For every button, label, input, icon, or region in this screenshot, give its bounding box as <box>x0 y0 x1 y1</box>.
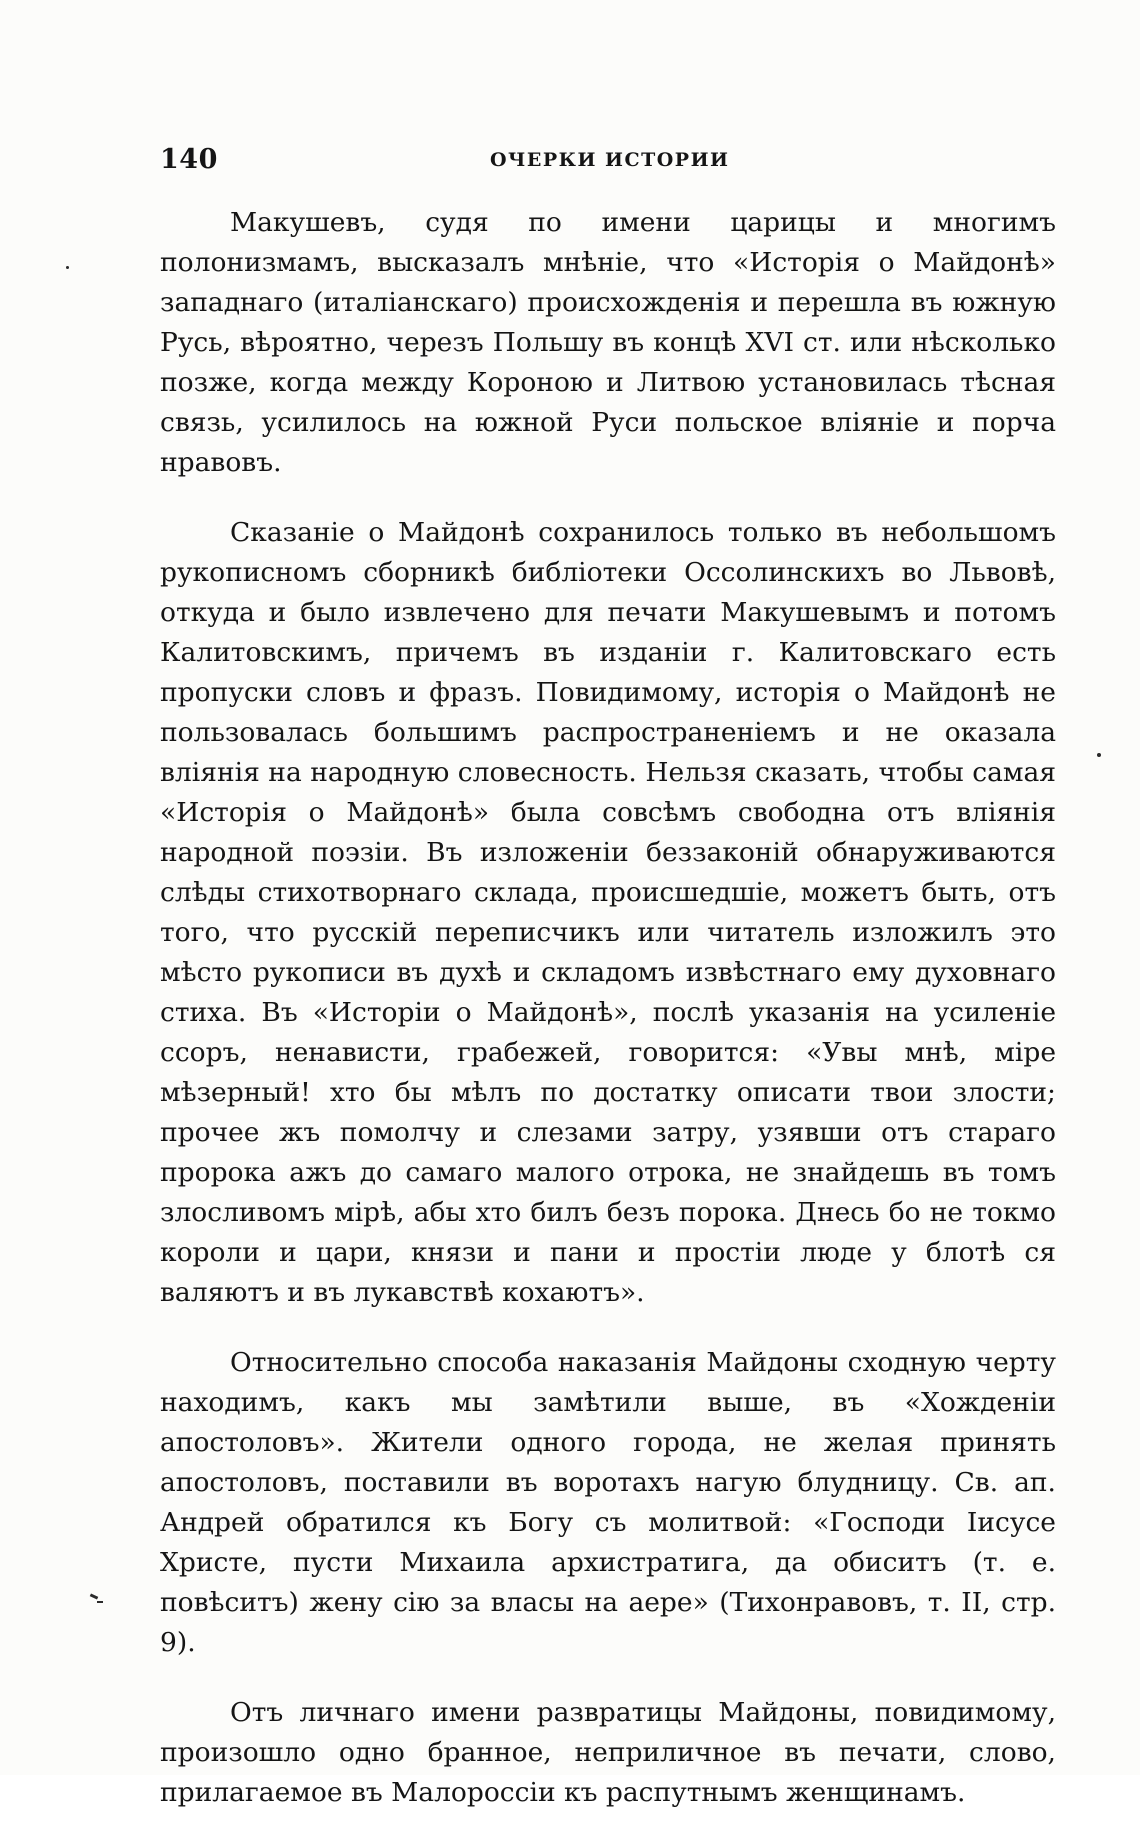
paragraph-3: Относительно способа наказанія Майдоны сходную черту находимъ, какъ мы замѣтили выше, въ «Хожденіи апостоловъ». Жители одного города, не желая принять апостоловъ, поставили въ воротахъ нагую блудницу. Св. ап. Андрей обратился къ Богу съ молитвой: «Господи Іисусе Христе, пусти Михаила архистратига, да обиситъ (т. е. повѣситъ) жену сію за власы на аере» (Тихонравовъ, т. II, стр. 9). <box>160 1347 1056 1658</box>
paragraph-4: Отъ личнаго имени развратицы Майдоны, повидимому, произошло одно бранное, неприличное въ печати, слово, прилагаемое въ Малороссіи къ распутнымъ женщинамъ. <box>160 1697 1056 1808</box>
page-header <box>160 144 1056 184</box>
page-number: 140 <box>160 144 218 175</box>
ink-speck <box>90 1593 99 1599</box>
paragraph-2: Сказаніе о Майдонѣ сохранилось только въ небольшомъ рукописномъ сборникѣ библіотеки Оссолинскихъ во Львовѣ, откуда и было извлечено для печати Макушевымъ и потомъ Калитовскимъ, причемъ въ изданіи г. Калитовскаго есть пропуски словъ и фразъ. Повидимому, исторія о Майдонѣ не пользовалась большимъ распространеніемъ и не оказала вліянія на народную словесность. Нельзя сказать, чтобы самая «Исторія о Майдонѣ» была совсѣмъ свободна отъ вліянія народной поэзіи. Въ изложеніи беззаконій обнаруживаются слѣды стихотворнаго склада, происшедшіе, можетъ быть, отъ того, что русскій переписчикъ или читатель изложилъ это мѣсто рукописи въ духѣ и складомъ извѣстнаго ему духовнаго стиха. Въ «Исторіи о Майдонѣ», послѣ указанія на усиленіе ссоръ, ненависти, грабежей, говорится: «Увы мнѣ, міре мѣзерный! хто бы мѣлъ по достатку описати твои злости; прочее жъ помолчу и слезами затру, узявши отъ стараго пророка ажъ до самаго малого отрока, не знайдешь въ томъ злосливомъ мірѣ, абы хто билъ безъ порока. Днесь бо не токмо короли и цари, князи и пани и простіи люде у блотѣ ся валяютъ и въ лукавствѣ кохаютъ». <box>160 517 1056 1308</box>
paragraph-1: Макушевъ, судя по имени царицы и многимъ полонизмамъ, высказалъ мнѣніе, что «Исторія о Майдонѣ» западнаго (италіанскаго) происхожденія и перешла въ южную Русь, вѣроятно, черезъ Польшу въ концѣ XVI ст. или нѣсколько позже, когда между Короною и Литвою установилась тѣсная связь, усилилось на южной Руси польское вліяніе и порча нравовъ. <box>160 207 1056 478</box>
ink-speck <box>66 266 69 269</box>
ink-speck <box>97 1601 103 1603</box>
running-title: ОЧЕРКИ ИСТОРИИ <box>490 149 730 171</box>
ink-speck <box>1097 753 1101 757</box>
body-text <box>160 203 1056 1843</box>
